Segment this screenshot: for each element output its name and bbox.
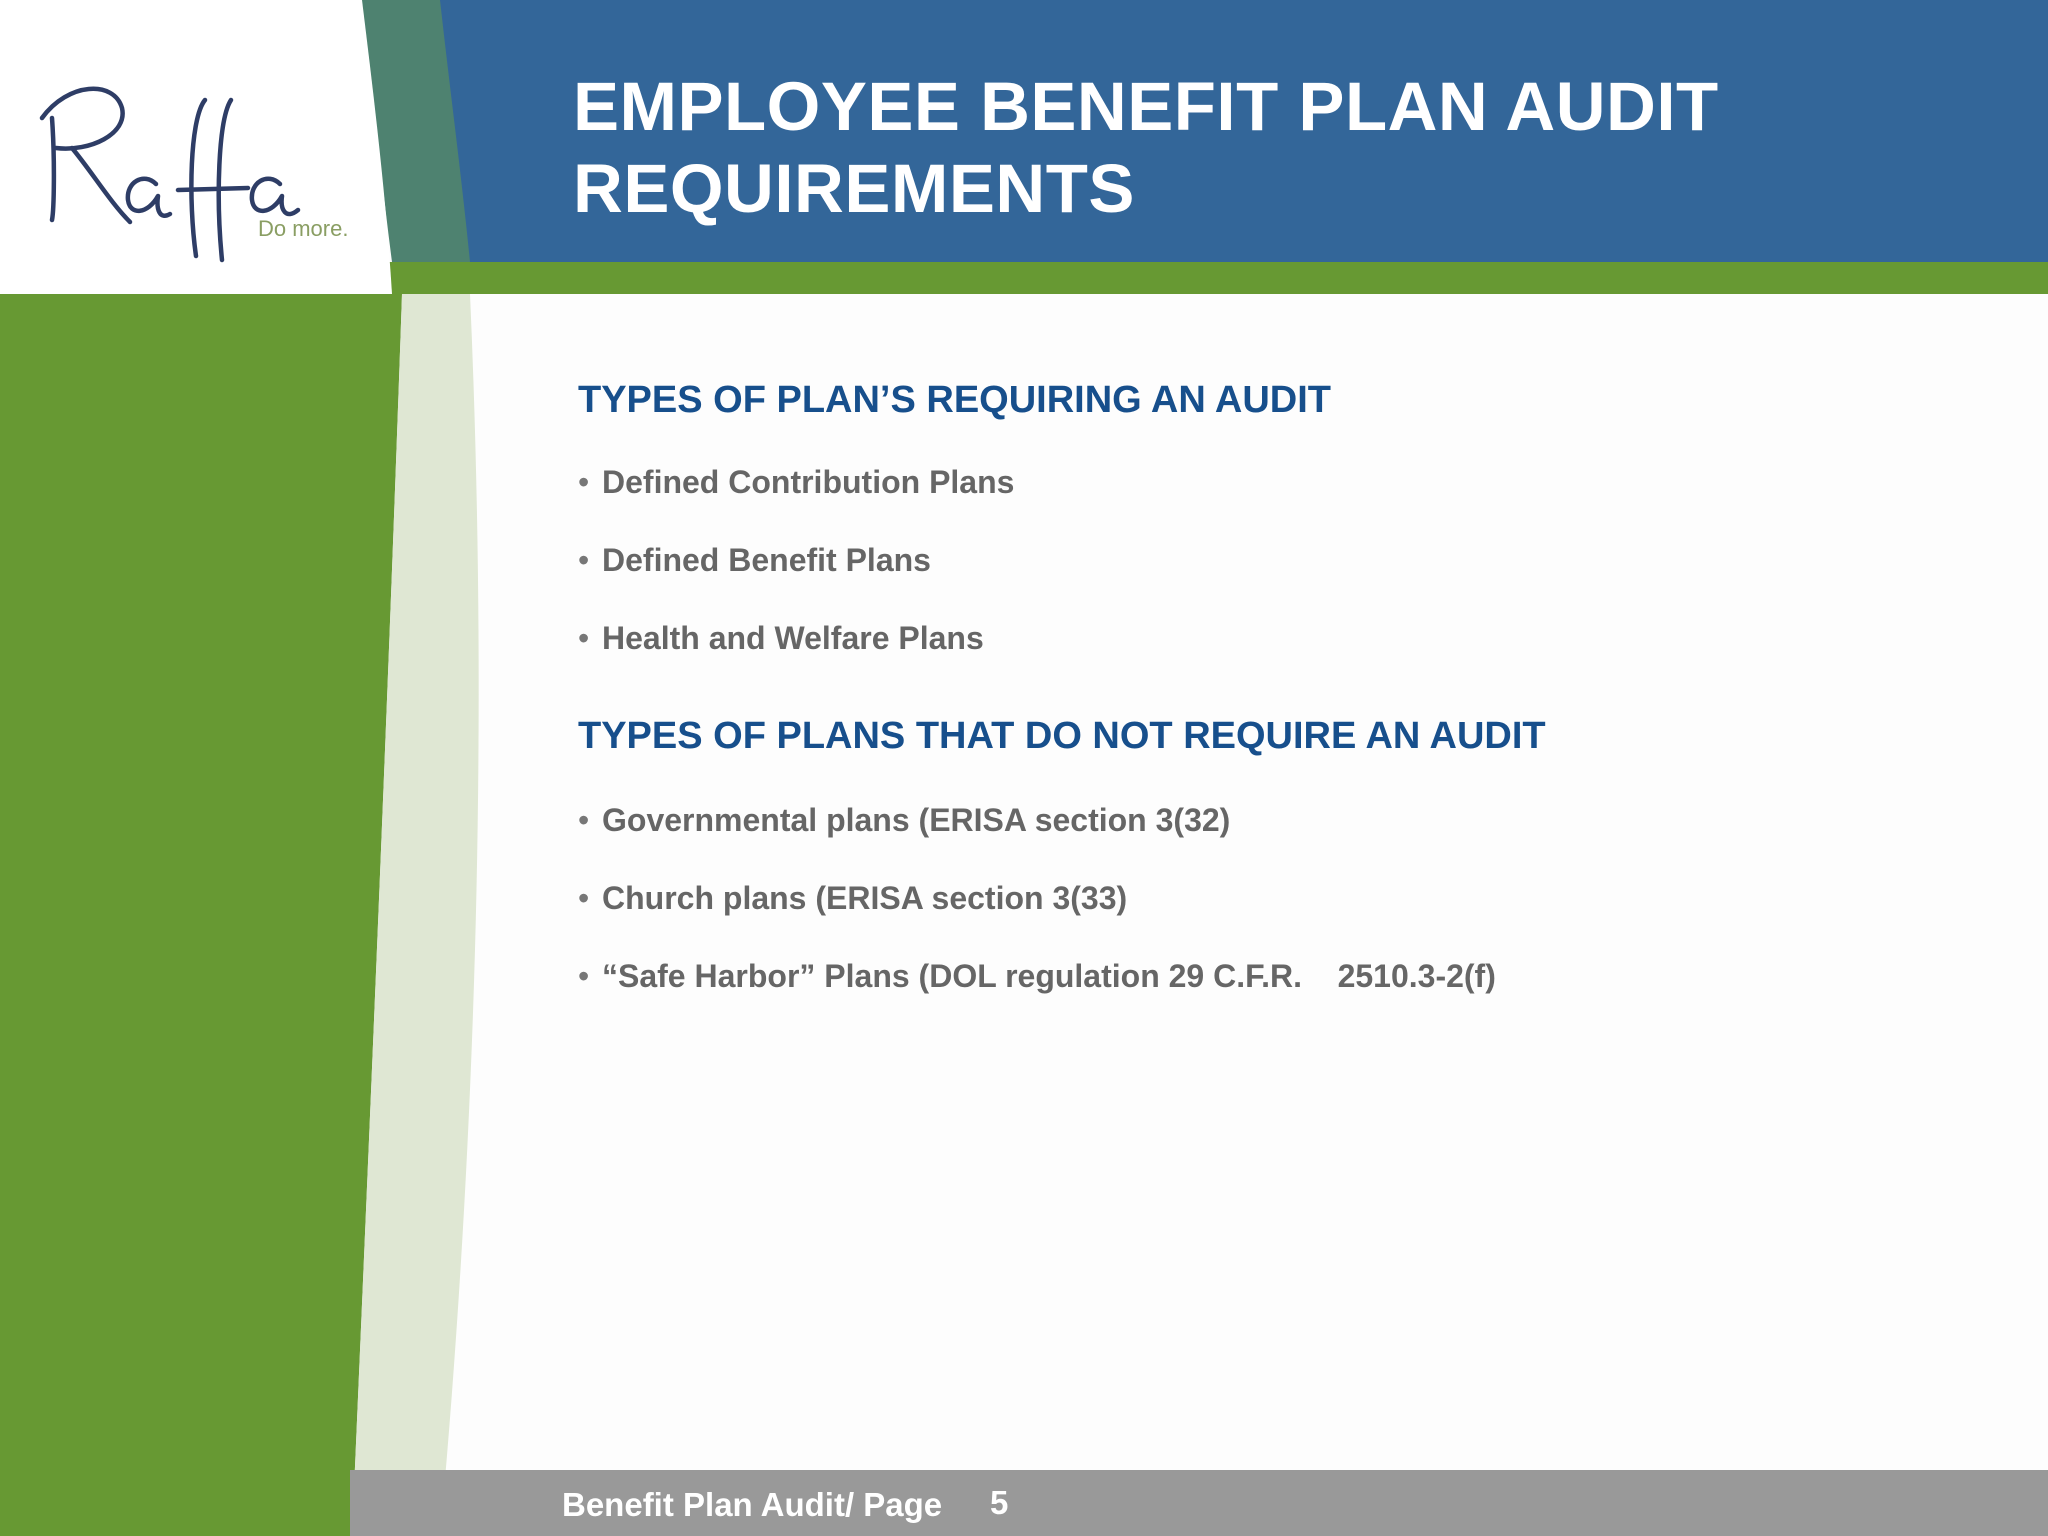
list-item xyxy=(578,792,1978,870)
list-item xyxy=(578,454,1978,532)
list-item xyxy=(578,948,1978,1026)
list-item-text: Defined Benefit Plans xyxy=(602,542,931,578)
bullet-icon: • xyxy=(578,880,590,916)
slide-title: EMPLOYEE BENEFIT PLAN AUDIT REQUIREMENTS xyxy=(573,68,1719,227)
list-item-text: Governmental plans (ERISA section 3(32) xyxy=(602,802,1231,838)
bullet-icon: • xyxy=(578,464,590,500)
list-item-text: “Safe Harbor” Plans (DOL regulation 29 C.F.R. 2510.3-2(f) xyxy=(602,958,1496,994)
logo-tagline: Do more. xyxy=(258,216,349,241)
requiring-audit-list xyxy=(578,454,1978,688)
list-item-text: Church plans (ERISA section 3(33) xyxy=(602,880,1128,916)
section-heading-requiring-audit: TYPES OF PLAN’S REQUIRING AN AUDIT xyxy=(578,379,1332,421)
left-green-panel xyxy=(0,294,402,1536)
raffa-logo xyxy=(30,60,370,280)
bullet-icon: • xyxy=(578,958,590,994)
bullet-icon: • xyxy=(578,542,590,578)
slide-content xyxy=(578,372,1978,1026)
no-audit-list xyxy=(578,792,1978,1026)
bullet-icon: • xyxy=(578,802,590,838)
bullet-icon: • xyxy=(578,620,590,656)
list-item xyxy=(578,870,1978,948)
list-item-text: Defined Contribution Plans xyxy=(602,464,1015,500)
list-item xyxy=(578,532,1978,610)
header-green-stripe xyxy=(380,262,2048,294)
section-heading-no-audit: TYPES OF PLANS THAT DO NOT REQUIRE AN AUDIT xyxy=(578,715,1546,757)
list-item xyxy=(578,610,1978,688)
footer-bar xyxy=(0,1470,2048,1536)
list-item-text: Health and Welfare Plans xyxy=(602,620,984,656)
footer-label: Benefit Plan Audit/ Page xyxy=(562,1486,943,1523)
footer-page-number: 5 xyxy=(990,1484,1009,1521)
